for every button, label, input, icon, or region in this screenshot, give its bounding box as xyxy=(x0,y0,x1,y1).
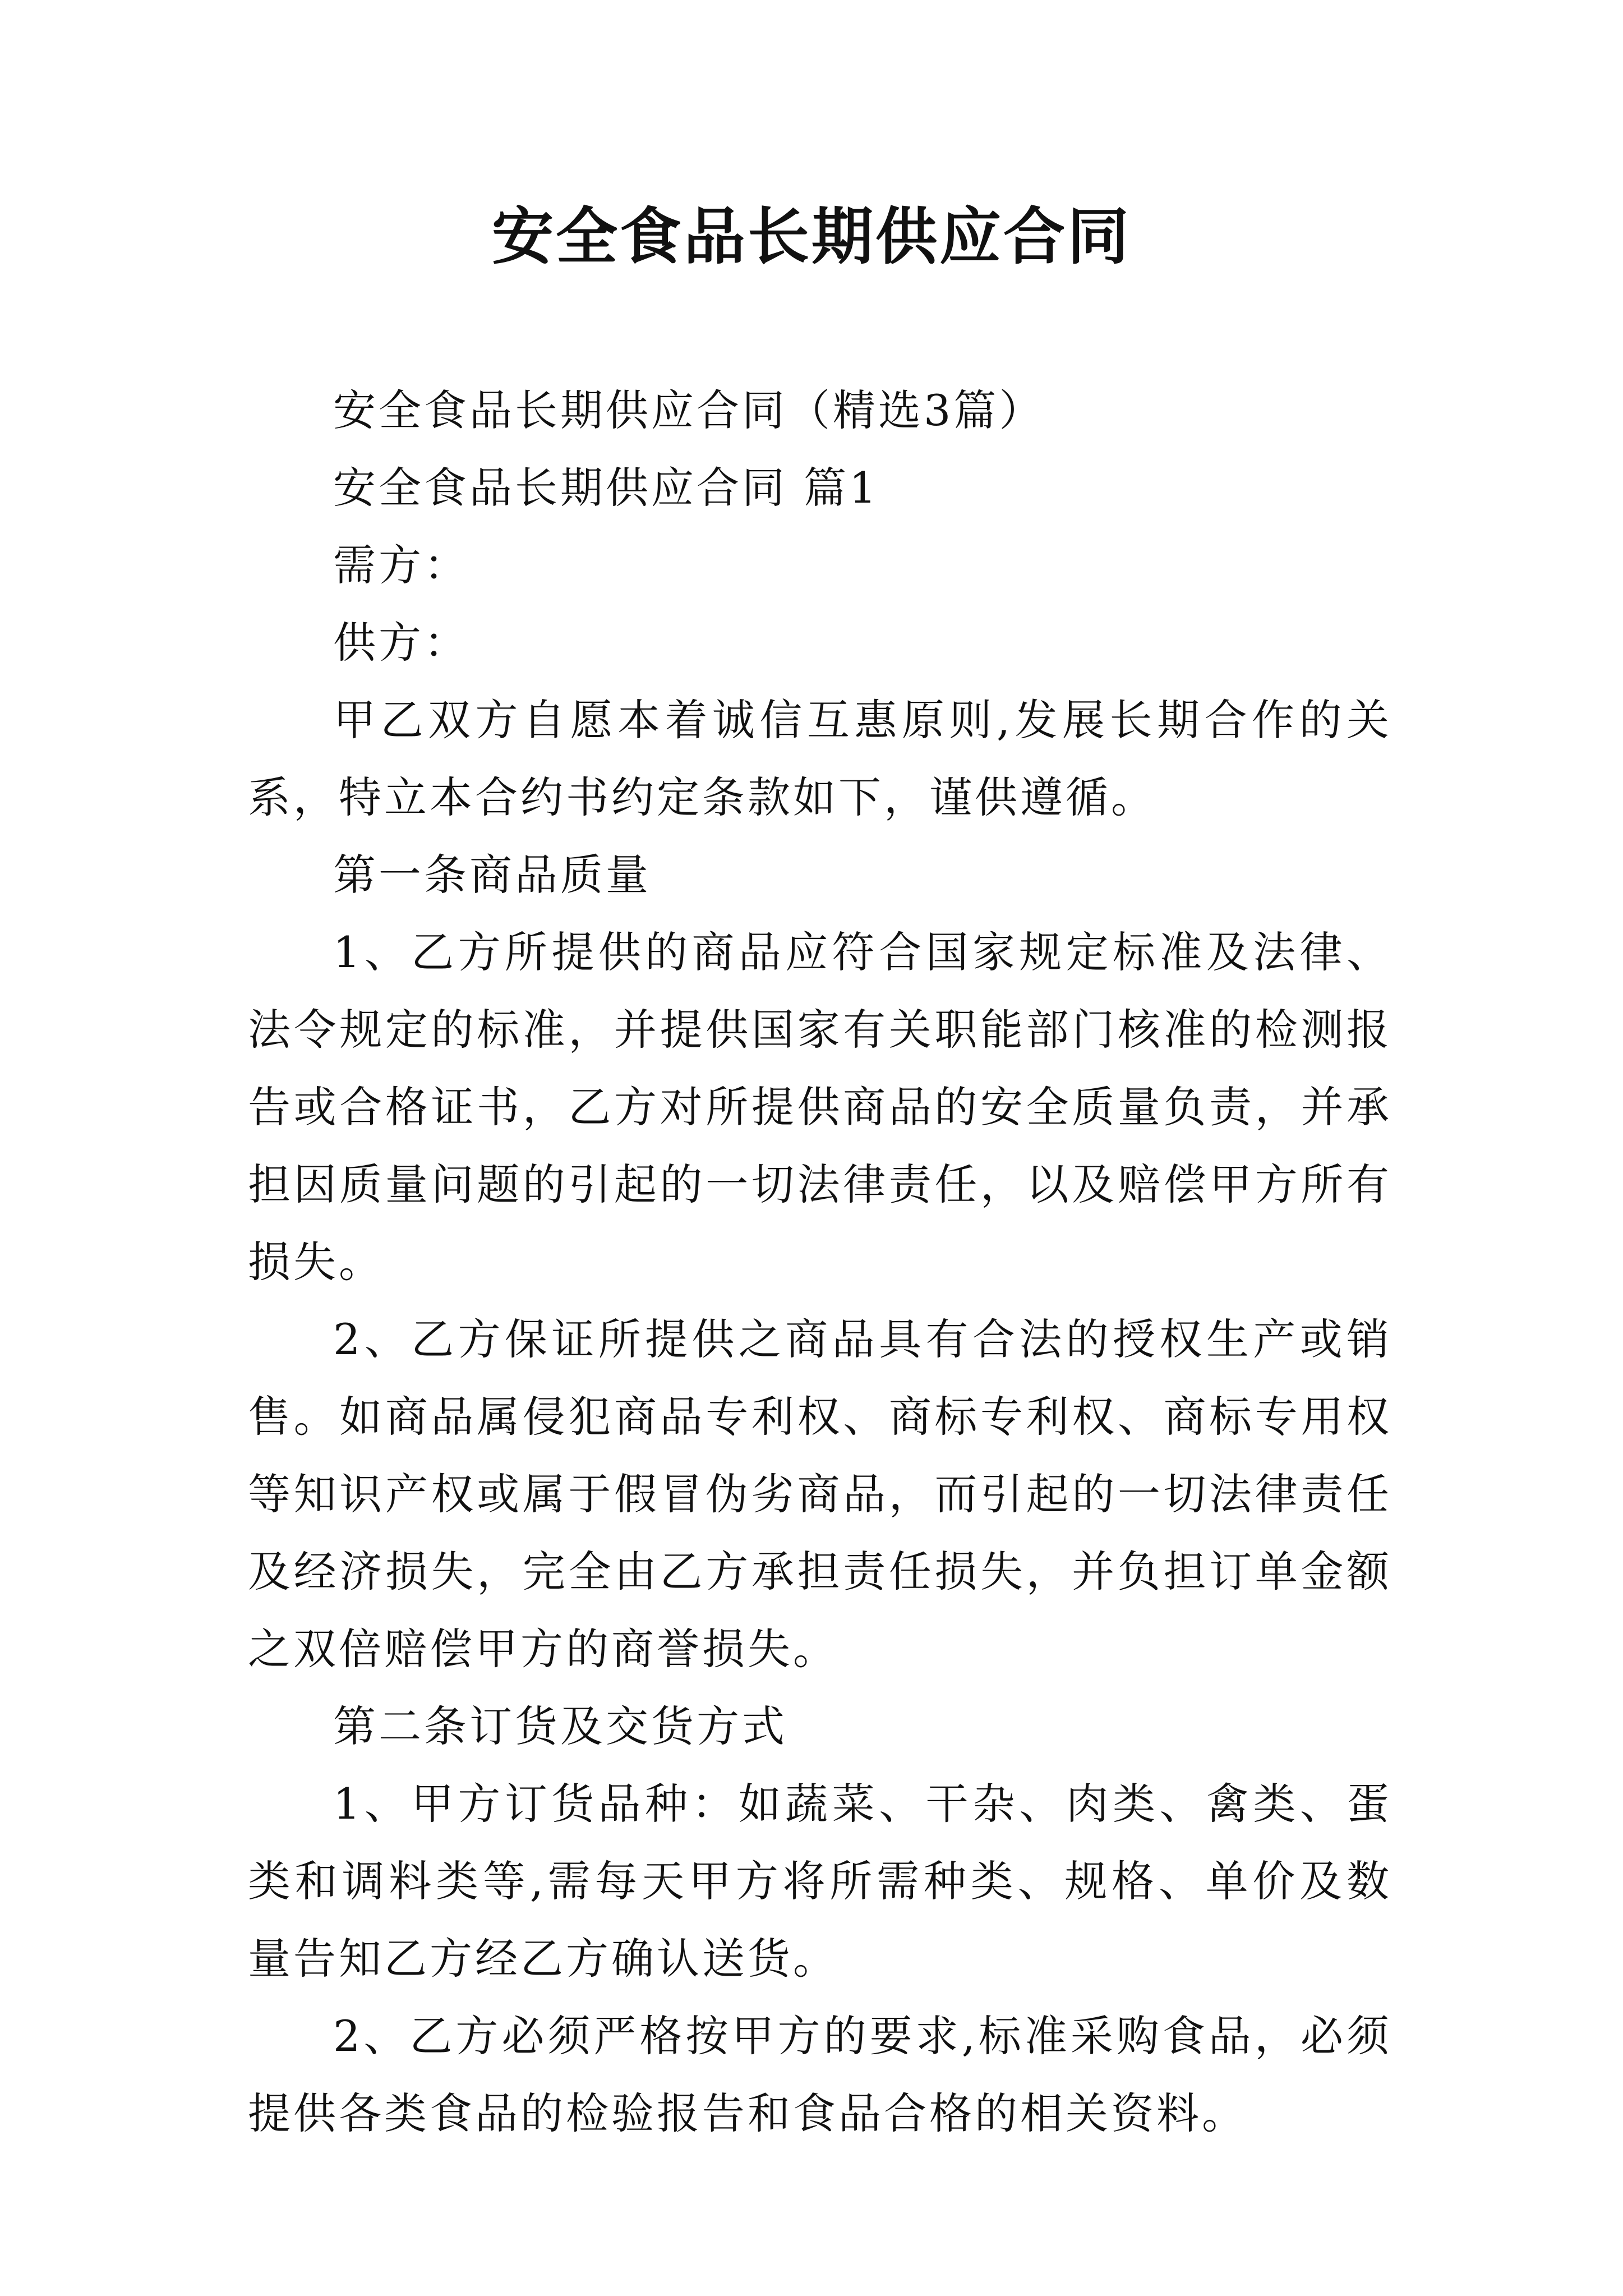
subtitle-line: 安全食品长期供应合同（精选3篇） xyxy=(333,385,1045,435)
article-heading: 第二条订货及交货方式 xyxy=(333,1701,787,1751)
clause-paragraph: 1、甲方订货品种：如蔬菜、干杂、肉类、禽类、蛋类和调料类等,需每天甲方将所需种类、规格、单价及数量告知乙方经乙方确认送货。 xyxy=(248,1779,1392,1984)
section-heading: 安全食品长期供应合同 篇1 xyxy=(333,463,879,513)
buyer-field: 需方： xyxy=(333,540,469,590)
document-title: 安全食品长期供应合同 xyxy=(492,201,1131,273)
supplier-field: 供方： xyxy=(333,618,469,668)
clause-paragraph: 2、乙方必须严格按甲方的要求,标准采购食品，必须提供各类食品的检验报告和食品合格的相关资料。 xyxy=(248,2011,1392,2138)
article-heading: 第一条商品质量 xyxy=(333,850,651,900)
document-body xyxy=(248,372,1392,2152)
clause-paragraph: 2、乙方保证所提供之商品具有合法的授权生产或销售。如商品属侵犯商品专利权、商标专利权、商标专用权等知识产权或属于假冒伪劣商品，而引起的一切法律责任及经济损失，完全由乙方承担责任损失，并负担订单金额之双倍赔偿甲方的商誉损失。 xyxy=(248,1314,1392,1674)
preamble-paragraph: 甲乙双方自愿本着诚信互惠原则,发展长期合作的关系，特立本合约书约定条款如下，谨供遵循。 xyxy=(248,695,1392,822)
clause-paragraph: 1、乙方所提供的商品应符合国家规定标准及法律、法令规定的标准，并提供国家有关职能部门核准的检测报告或合格证书，乙方对所提供商品的安全质量负责，并承担因质量问题的引起的一切法律责任，以及赔偿甲方所有损失。 xyxy=(248,927,1392,1287)
